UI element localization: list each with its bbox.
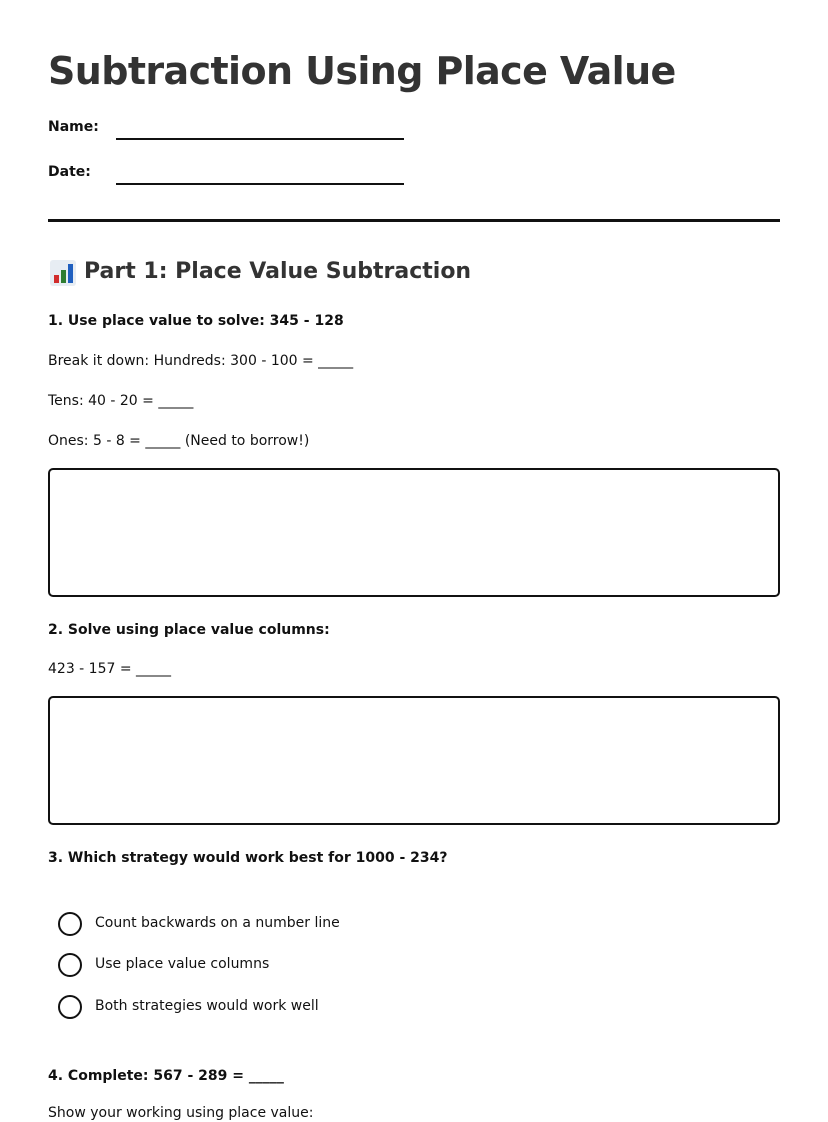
header-divider xyxy=(48,219,780,222)
radio-button[interactable] xyxy=(58,995,82,1019)
question-1-hundreds-line: Break it down: Hundreds: 300 - 100 = _____ xyxy=(48,353,354,369)
question-1-tens-line: Tens: 40 - 20 = _____ xyxy=(48,393,194,409)
bar-chart-icon xyxy=(50,260,76,286)
date-write-line[interactable] xyxy=(116,183,404,185)
question-2-answer-box[interactable] xyxy=(48,696,780,825)
option-label: Both strategies would work well xyxy=(95,998,319,1014)
question-3-option-1[interactable] xyxy=(58,911,458,937)
date-field xyxy=(48,163,408,189)
option-label: Use place value columns xyxy=(95,956,270,972)
question-1-prompt: 1. Use place value to solve: 345 - 128 xyxy=(48,313,344,329)
option-label: Count backwards on a number line xyxy=(95,915,340,931)
name-write-line[interactable] xyxy=(116,138,404,140)
question-3-option-2[interactable] xyxy=(58,952,458,978)
question-3-prompt: 3. Which strategy would work best for 1000 - 234? xyxy=(48,850,448,866)
name-label: Name: xyxy=(48,119,99,135)
question-1-ones-line: Ones: 5 - 8 = _____ (Need to borrow!) xyxy=(48,433,310,449)
question-3-option-3[interactable] xyxy=(58,994,458,1020)
question-1-answer-box[interactable] xyxy=(48,468,780,597)
radio-button[interactable] xyxy=(58,912,82,936)
section-title: Part 1: Place Value Subtraction xyxy=(84,259,472,284)
name-field xyxy=(48,118,408,144)
question-2-prompt: 2. Solve using place value columns: xyxy=(48,622,330,638)
question-4-prompt: 4. Complete: 567 - 289 = _____ xyxy=(48,1068,284,1084)
date-label: Date: xyxy=(48,164,91,180)
page-title: Subtraction Using Place Value xyxy=(48,49,676,93)
question-4-instruction: Show your working using place value: xyxy=(48,1105,314,1121)
question-2-equation: 423 - 157 = _____ xyxy=(48,661,172,677)
radio-button[interactable] xyxy=(58,953,82,977)
